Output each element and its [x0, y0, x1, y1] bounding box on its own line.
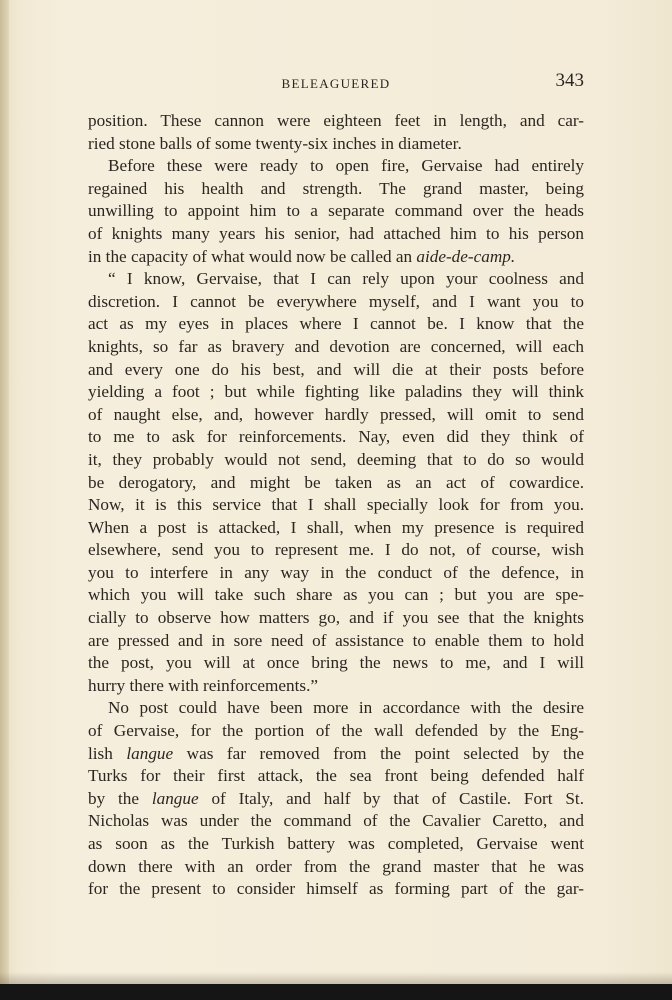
text-line: which you will take such share as you can ; but you are spe- — [88, 585, 584, 605]
text-line: of Gervaise, for the portion of the wall defended by the Eng- — [88, 721, 584, 741]
text-line: are pressed and in sore need of assistance to enable them to hold — [88, 630, 584, 650]
text-line: position. These cannon were eighteen feet in length, and car- — [88, 111, 584, 130]
text-line: Turks for their first attack, the sea front being defended half — [88, 766, 584, 786]
page-gutter-edge — [0, 0, 9, 1000]
text-line — [88, 246, 584, 269]
scan-bottom-border — [0, 984, 672, 1000]
text-line: regained his health and strength. The grand master, being — [88, 178, 584, 198]
text-line: knights, so far as bravery and devotion are concerned, will each — [88, 336, 584, 356]
text-line: “ I know, Gervaise, that I can rely upon your coolness and — [108, 269, 584, 289]
text-line: of naught else, and, however hardly pressed, will omit to send — [88, 404, 584, 424]
text-line: When a post is attacked, I shall, when my presence is required — [88, 517, 584, 537]
text-line: for the present to consider himself as forming part of the gar- — [88, 879, 584, 899]
body-text — [88, 110, 584, 901]
paragraph-2 — [88, 155, 584, 268]
text-line: and every one do his best, and will die at their posts before — [88, 359, 584, 379]
text-line: of knights many years his senior, had attached him to his person — [88, 223, 584, 243]
text-line: act as my eyes in places where I cannot be. I know that the — [88, 314, 584, 334]
italic-word: langue — [151, 788, 199, 808]
text-line: No post could have been more in accordance with the desire — [108, 698, 584, 718]
text-line: cially to observe how matters go, and if you see that the knights — [88, 608, 584, 628]
text-fragment: lish — [88, 743, 127, 763]
page-header — [88, 70, 584, 100]
text-line: yielding a foot ; but while fighting like paladins they will think — [88, 382, 584, 402]
text-line: you to interfere in any way in the conduct of the defence, in — [88, 562, 584, 582]
text-line: Before these were ready to open fire, Gervaise had entirely — [108, 156, 584, 176]
running-head: BELEAGUERED — [281, 76, 391, 91]
paragraph-4 — [88, 697, 584, 900]
page-number: 343 — [555, 70, 584, 91]
text-line: as soon as the Turkish battery was completed, Gervaise went — [88, 834, 584, 853]
text-line: down there with an order from the grand master that he was — [88, 856, 584, 876]
text-line: discretion. I cannot be everywhere myself, and I want you to — [88, 291, 584, 311]
text-line — [88, 743, 584, 766]
text-fragment: was far removed from the point selected by the — [173, 743, 584, 763]
text-line: hurry there with reinforcements.” — [88, 675, 319, 695]
paragraph-1 — [88, 110, 584, 155]
text-fragment: by the — [88, 788, 152, 808]
text-line — [88, 788, 584, 811]
text-line: unwilling to appoint him to a separate command over the heads — [88, 201, 584, 221]
page-bottom-shadow — [0, 972, 672, 984]
text-line: Now, it is this service that I shall specially look for from you. — [88, 495, 584, 515]
text-line: Nicholas was under the command of the Cavalier Caretto, and — [88, 811, 584, 831]
italic-phrase: aide-de-camp. — [416, 246, 516, 266]
text-line: to me to ask for reinforcements. Nay, even did they think of — [88, 427, 584, 447]
text-fragment: in the capacity of what would now be called an — [88, 246, 417, 266]
text-line: elsewhere, send you to represent me. I do not, of course, wish — [88, 540, 584, 560]
text-line: ried stone balls of some twenty-six inches in diameter. — [88, 133, 462, 153]
text-line: the post, you will at once bring the news to me, and I will — [88, 653, 584, 673]
italic-word: langue — [126, 743, 174, 763]
paragraph-3 — [88, 268, 584, 697]
text-line: be derogatory, and might be taken as an act of cowardice. — [88, 472, 584, 492]
text-fragment: of Italy, and half by that of Castile. Fort St. — [198, 788, 585, 808]
text-line: it, they probably would not send, deeming that to do so would — [88, 449, 584, 469]
